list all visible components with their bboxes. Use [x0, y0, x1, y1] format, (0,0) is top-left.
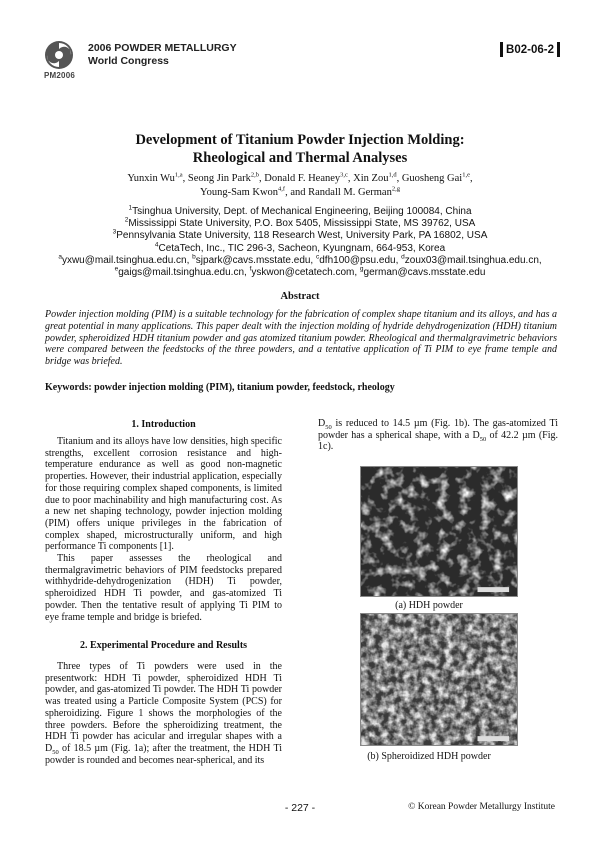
right-col-text-2: is reduced to 14.5 µm (Fig. 1b). The gas-atomized Ti powder has a spherical shape, with a D: [318, 418, 558, 441]
affiliation-4: [0, 243, 600, 255]
email-f-mark: f: [249, 265, 252, 273]
email-c-mark: c: [316, 253, 320, 261]
affiliation-2-text: Mississippi State University, P.O. Box 5405, Mississippi State, MS 39762, USA: [128, 218, 476, 230]
affiliation-1: [0, 206, 600, 218]
abstract-heading: Abstract: [280, 291, 320, 302]
section-1-paragraph-2: This paper assesses the rheological and thermalgravimetric behaviors of PIM feedstocks prepared withhydride-dehydrogenization (HDH) Ti powder, spheroidized HDH Ti powder, and gas-atomized Ti powder. Then the tentative result of applying Ti PIM to eye frame temple and bridge is briefed.: [45, 553, 282, 623]
author-5: Guosheng Gai: [401, 173, 463, 184]
author-6-mark: 4,f: [278, 185, 286, 193]
author-and: and: [290, 187, 306, 198]
paper-code: B02-06-2: [506, 43, 554, 56]
section-2-heading: 2. Experimental Procedure and Results: [79, 640, 248, 651]
code-bar-left: [500, 42, 503, 57]
paper-code-box: [500, 42, 560, 57]
sem-image-hdh-powder: [360, 466, 518, 597]
affiliation-4-text: CetaTech, Inc., TIC 296-3, Sacheon, Kyungnam, 664-953, Korea: [158, 242, 446, 254]
section-1-paragraph-1: Titanium and its alloys have low densities, high specific strengths, excellent corrosion resistance and high-temperature endurance as well as good non-magnetic properties. However, their industrial application, especially for those requiring complex shaped components, is limited due to poor machinability and high manufacturing cost. As a new net shaping technology, powder injection molding (PIM) offers unique privileges in the fabrication of complex shaped, microstructurally uniform, and high performance Ti components [1].: [45, 436, 282, 553]
affiliation-4-mark: 4: [154, 241, 159, 249]
section-2-paragraph-1: [45, 661, 282, 766]
section-1-heading: 1. Introduction: [131, 419, 196, 430]
section-2-text-b: of 18.5 µm (Fig. 1a); after the treatment, the HDH Ti powder is rounded and becomes near-spherical, and its: [45, 742, 282, 766]
email-f-link[interactable]: yskwon@cetatech.com,: [251, 267, 358, 279]
affiliation-1-mark: 1: [128, 204, 133, 212]
right-column-text: [318, 418, 558, 453]
author-7-mark: 2,g: [391, 185, 400, 193]
code-bar-right: [557, 42, 560, 57]
affiliations: [0, 206, 600, 279]
page-number: - 227 -: [284, 802, 316, 814]
email-c-link[interactable]: dfh100@psu.edu,: [319, 254, 399, 266]
affiliation-1-text: Tsinghua University, Dept. of Mechanical Engineering, Beijing 100084, China: [132, 206, 472, 217]
sem-image-spheroidized-powder: [360, 613, 518, 746]
affiliation-3-text: Pennsylvania State University, 118 Research West, University Park, PA 16802, USA: [116, 230, 488, 242]
email-e-link[interactable]: gaigs@mail.tsinghua.edu.cn,: [118, 267, 247, 279]
affiliation-2-mark: 2: [124, 216, 129, 224]
copyright: © Korean Powder Metallurgy Institute: [408, 802, 555, 812]
section-2-text-a: Three types of Ti powders were used in the presentwork: HDH Ti powder, spheroidized HDH Ti powder, and gas-atomized Ti powder. The HDH Ti powder was treated using a Particle Composite System (PCS) for spheroidizing. Figure 1 shows the morphologies of the three powders. Before the spheroidizing treatment, the HDH Ti powder has acicular and irregular shapes with a D: [45, 661, 282, 754]
email-d-mark: d: [401, 253, 405, 261]
title-line-1: Development of Titanium Powder Injection Molding:: [135, 132, 465, 148]
email-g-link[interactable]: german@cavs.msstate.edu: [363, 267, 486, 279]
email-a-mark: a: [58, 253, 62, 261]
author-2-mark: 2,b: [250, 171, 260, 179]
author-4: Xin Zou: [353, 173, 389, 184]
email-d-link[interactable]: zoux03@mail.tsinghua.edu.cn,: [404, 254, 542, 266]
right-col-text-1: D: [318, 418, 326, 429]
figure-caption-b: (b) Spheroidized HDH powder: [367, 751, 491, 762]
author-4-mark: 1,d: [388, 171, 397, 179]
logo-text: PM2006: [44, 71, 75, 80]
right-col-sub-1: 50: [325, 424, 332, 431]
author-2: Seong Jin Park: [187, 173, 251, 184]
author-line-2: Young-Sam Kwon$^{4,f}$, and Randall M. German$^{2,g}$: [200, 185, 400, 198]
author-line-1: Yunxin Wu$^{1,a}$, Seong Jin Park$^{2,b}$, Donald F. Heaney$^{3,c}$, Xin Zou$^{1,d}$, Guosheng Gai$^{1,e}$,: [127, 171, 473, 184]
conference-line-1: 2006 POWDER METALLURGY: [88, 42, 237, 54]
conference-name: [88, 42, 237, 68]
author-5-mark: 1,e: [462, 171, 470, 179]
email-b-mark: b: [192, 253, 196, 261]
right-col-sub-2: 50: [479, 435, 487, 443]
affiliation-3-mark: 3: [112, 229, 117, 237]
author-7: Randall M. German: [308, 187, 392, 198]
author-3: Donald F. Heaney: [264, 173, 341, 184]
author-3-mark: 3,c: [340, 171, 348, 179]
paper-title: [0, 131, 600, 167]
email-e-mark: e: [114, 265, 119, 273]
title-line-2: Rheological and Thermal Analyses: [192, 150, 408, 166]
affiliation-2: [0, 218, 600, 230]
section-2-body: [45, 661, 282, 766]
author-6: Young-Sam Kwon: [200, 187, 279, 198]
conference-line-2: World Congress: [88, 55, 169, 67]
abstract-text: Powder injection molding (PIM) is a suitable technology for the fabrication of complex shape titanium and its alloys, and has a great potential in many applications. This paper dealt with the injection molding of hydride dehydrogenization (HDH) titanium powder, spheroidized HDH titanium powder and gas atomized titanium powder. Rheological and thermalgravimetric behaviors were compared between the feedstocks of the three powders, and a tentative application of Ti PIM to eye frame temple and bridge was briefed.: [45, 309, 557, 368]
affiliation-3: [0, 230, 600, 242]
figure-caption-a: (a) HDH powder: [395, 600, 463, 611]
d50-subscript: 50: [52, 748, 59, 756]
section-1-body: [45, 436, 282, 623]
email-b-link[interactable]: sjpark@cavs.msstate.edu,: [195, 254, 314, 266]
email-line-2: [0, 267, 600, 279]
email-g-mark: g: [359, 265, 364, 273]
swirl-logo-icon: [44, 40, 74, 70]
email-a-link[interactable]: yxwu@mail.tsinghua.edu.cn,: [61, 254, 190, 266]
author-list: [0, 172, 600, 200]
keywords: Keywords: powder injection molding (PIM), titanium powder, feedstock, rheology: [45, 382, 395, 393]
right-col-text-3: of 42.2 µm (Fig. 1c).: [318, 429, 558, 453]
email-line-1: [0, 255, 600, 267]
author-1-mark: 1,a: [174, 171, 183, 179]
author-1: Yunxin Wu: [127, 173, 175, 184]
